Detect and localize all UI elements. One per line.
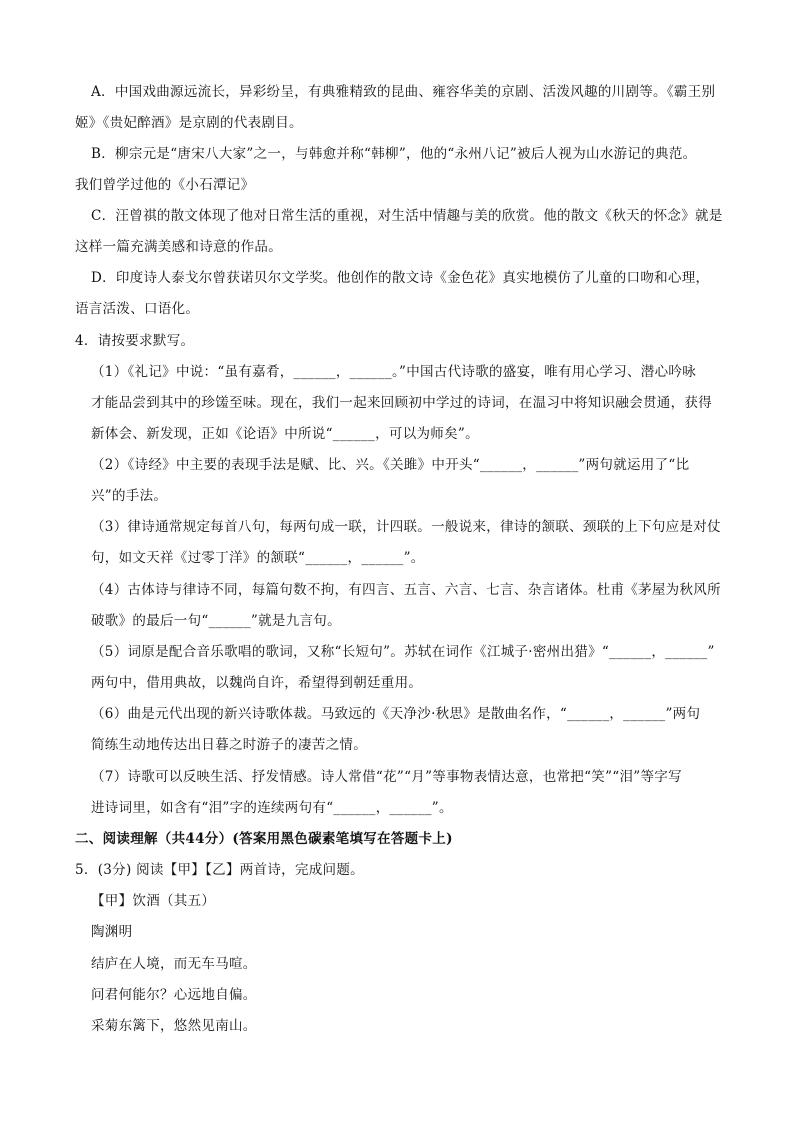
q4-item-6-line-1: （6）曲是元代出现的新兴诗歌体裁。马致远的《天净沙·秋思》是散曲名作，“______，______”两句	[91, 706, 701, 722]
question-4-title: 4．请按要求默写。	[75, 333, 195, 349]
q4-item-5-line-1: （5）词原是配合音乐歌唱的歌词，又称“长短句”。苏轼在词作《江城子·密州出猎》“______，______”	[91, 644, 715, 660]
q4-item-7-line-2: 进诗词里，如含有“泪”字的连续两句有“______，______”。	[91, 800, 453, 816]
q4-item-3-line-1: （3）律诗通常规定每首八句，每两句成一联，计四联。一般说来，律诗的颔联、颈联的上下句应是对仗	[91, 519, 721, 535]
q4-item-1-line-3: 新体会、新发现，正如《论语》中所说“______，可以为师矣”。	[91, 426, 479, 442]
q4-item-2-line-1: （2）《诗经》中主要的表现手法是赋、比、兴。《关雎》中开头“______，______”两句就运用了“比	[91, 457, 690, 473]
option-a-line-2: 姬》《贵妃醉酒》是京剧的代表剧目。	[75, 115, 303, 131]
q4-item-1-line-2: 才能品尝到其中的珍馐至味。现在，我们一起来回顾初中学过的诗词，在温习中将知识融会贯通，获得	[91, 395, 712, 411]
option-a-line-1: A．中国戏曲源远流长，异彩纷呈，有典雅精致的昆曲、雍容华美的京剧、活泼风趣的川剧等。《霸王别	[91, 84, 716, 100]
q4-item-5-line-2: 两句中，借用典故，以魏尚自许，希望得到朝廷重用。	[91, 675, 423, 691]
question-5-title: 5．(3分) 阅读【甲】【乙】两首诗，完成问题。	[75, 862, 364, 878]
poem-line-3: 采菊东篱下，悠然见南山。	[91, 1018, 257, 1034]
option-b-line-2: 我们曾学过他的《小石潭记》	[75, 177, 255, 193]
option-b-line-1: B．柳宗元是“唐宋八大家”之一，与韩愈并称“韩柳”，他的“永州八记”被后人视为山水游记的典范。	[91, 146, 697, 162]
option-c-line-1: C．汪曾祺的散文体现了他对日常生活的重视，对生活中情趣与美的欣赏。他的散文《秋天的怀念》就是	[91, 208, 723, 224]
q4-item-6-line-2: 简练生动地传达出日暮之时游子的凄苦之情。	[91, 737, 367, 753]
option-d-line-1: D．印度诗人泰戈尔曾获诺贝尔文学奖。他创作的散文诗《金色花》真实地模仿了儿童的口吻和心理，	[91, 270, 710, 286]
section-2-heading: 二、阅读理解（共44分）(答案用黑色碳素笔填写在答题卡上)	[75, 831, 453, 847]
poem-title: 【甲】饮酒（其五）	[91, 893, 216, 909]
poem-line-1: 结庐在人境，而无车马喧。	[91, 956, 257, 972]
q4-item-4-line-1: （4）古体诗与律诗不同，每篇句数不拘，有四言、五言、六言、七言、杂言诸体。杜甫《茅屋为秋风所	[91, 582, 721, 598]
q4-item-3-line-2: 句，如文天祥《过零丁洋》的颔联“______，______”。	[91, 550, 425, 566]
q4-item-4-line-2: 破歌》的最后一句“______”就是九言句。	[91, 613, 341, 629]
q4-item-1-line-1: （1）《礼记》中说：“虽有嘉肴，______，______。”中国古代诗歌的盛宴，唯有用心学习、潜心吟咏	[91, 364, 696, 380]
q4-item-7-line-1: （7）诗歌可以反映生活、抒发情感。诗人常借“花”“月”等事物表情达意，也常把“笑”“泪”等字写	[91, 769, 682, 785]
poem-line-2: 问君何能尔？心远地自偏。	[91, 987, 257, 1003]
q4-item-2-line-2: 兴”的手法。	[91, 488, 168, 504]
poem-author: 陶渊明	[91, 924, 133, 940]
option-c-line-2: 这样一篇充满美感和诗意的作品。	[75, 239, 282, 255]
option-d-line-2: 语言活泼、口语化。	[75, 301, 200, 317]
